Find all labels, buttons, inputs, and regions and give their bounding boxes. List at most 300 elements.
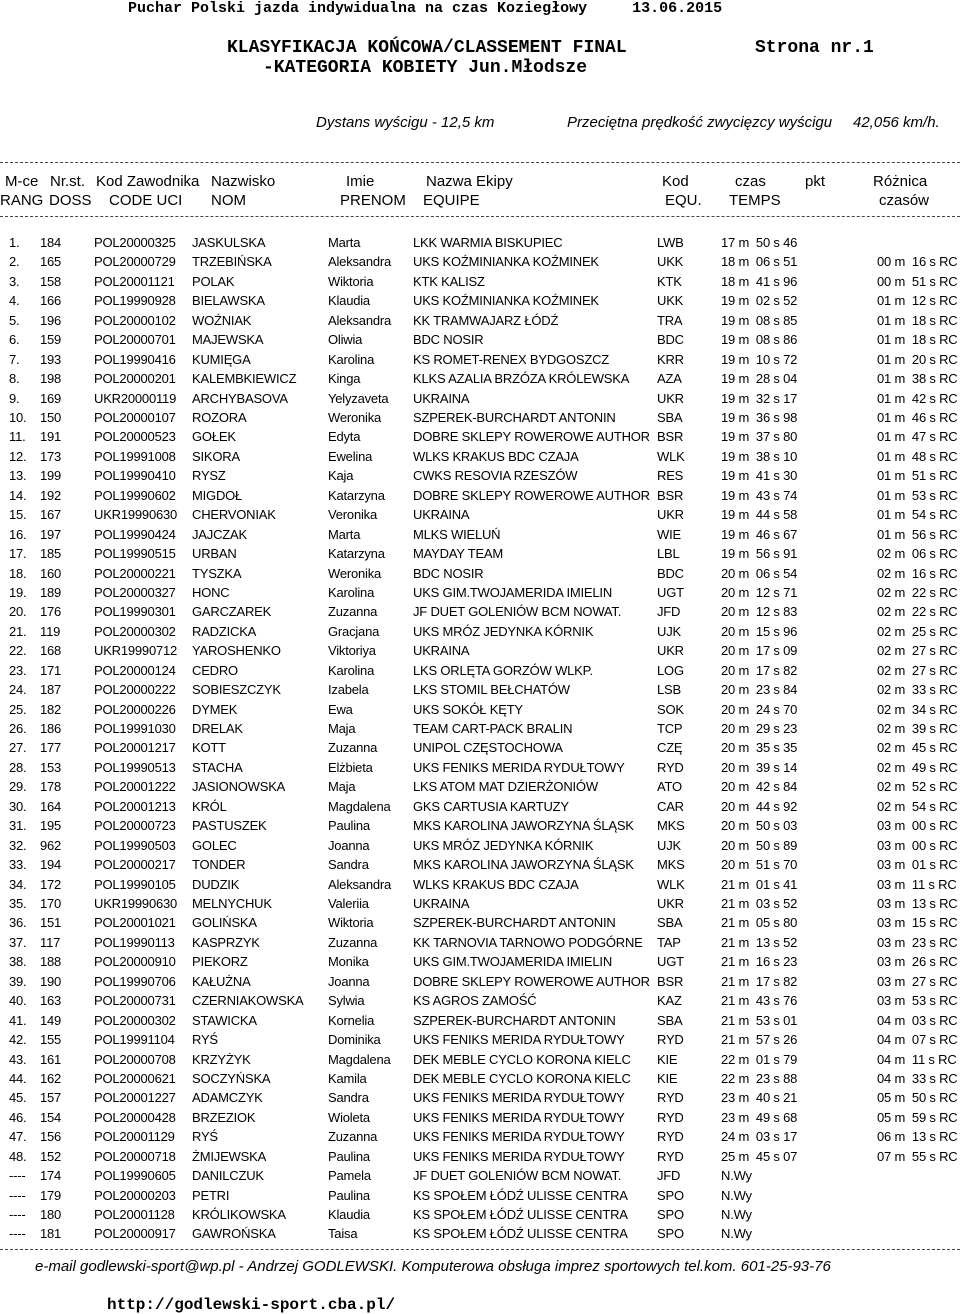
cell-surname: MELNYCHUK	[192, 896, 272, 911]
cell-difference: 03 m 11 s RC	[877, 876, 957, 892]
cell-surname: KUMIĘGA	[192, 351, 251, 367]
cell-first-name: Sandra	[328, 1090, 369, 1106]
cell-place: 23.	[9, 662, 27, 678]
cell-first-name: Magdalena	[328, 798, 391, 814]
table-row	[0, 604, 960, 623]
cell-time: N.Wy	[721, 1226, 752, 1242]
cell-rider-code: POL20001227	[94, 1090, 176, 1106]
cell-team-name: DEK MEBLE CYCLO KORONA KIELC	[413, 1051, 631, 1067]
cell-team-code: SBA	[657, 1012, 683, 1028]
cell-first-name: Monika	[328, 954, 369, 970]
cell-first-name: Viktoriya	[328, 643, 376, 659]
cell-team-code: UKR	[657, 896, 684, 911]
cell-surname: KRZYŻYK	[192, 1051, 251, 1067]
cell-team-name: UKRAINA	[413, 507, 470, 523]
header-divider	[0, 162, 960, 163]
cell-rider-code: POL20000917	[94, 1226, 176, 1242]
cell-rider-code: POL19990410	[94, 468, 176, 484]
cell-team-code: UJK	[657, 623, 681, 639]
cell-team-name: KTK KALISZ	[413, 273, 485, 289]
cell-place: 2.	[9, 254, 20, 270]
cell-first-name: Joanna	[328, 973, 370, 989]
cell-surname: ARCHYBASOVA	[192, 390, 288, 406]
cell-team-code: KIE	[657, 1070, 678, 1086]
cell-difference: 02 m 52 s RC	[877, 779, 958, 795]
cell-surname: KALEMBKIEWICZ	[192, 371, 297, 387]
cell-team-name: DOBRE SKLEPY ROWEROWE AUTHOR	[413, 487, 650, 503]
cell-team-code: WLK	[657, 448, 685, 464]
cell-surname: TYSZKA	[192, 565, 242, 581]
cell-time: 19 m 32 s 17	[721, 390, 798, 406]
cell-start-number: 161	[40, 1051, 62, 1067]
cell-team-name: DOBRE SKLEPY ROWEROWE AUTHOR	[413, 973, 650, 989]
cell-team-code: UJK	[657, 837, 681, 853]
cell-surname: PASTUSZEK	[192, 818, 267, 834]
cell-place: 17.	[9, 546, 27, 561]
cell-surname: RYŚ	[192, 1032, 218, 1047]
cell-time: 18 m 41 s 96	[721, 273, 798, 289]
cell-start-number: 962	[40, 837, 62, 853]
cell-difference: 00 m 51 s RC	[877, 273, 958, 289]
cell-start-number: 150	[40, 410, 62, 425]
cell-team-name: UKS KOŹMINIANKA KOŹMINEK	[413, 254, 599, 270]
cell-place: 39.	[9, 973, 27, 989]
cell-first-name: Zuzanna	[328, 740, 378, 756]
cell-team-name: MKS KAROLINA JAWORZYNA ŚLĄSK	[413, 818, 634, 834]
table-row	[0, 566, 960, 585]
cell-team-name: SZPEREK-BURCHARDT ANTONIN	[413, 915, 616, 931]
cell-team-code: WIE	[657, 526, 681, 542]
table-row	[0, 935, 960, 954]
table-row	[0, 527, 960, 546]
cell-rider-code: POL19991030	[94, 721, 176, 736]
cell-difference: 02 m 16 s RC	[877, 565, 958, 581]
cell-rider-code: POL20000910	[94, 954, 176, 970]
cell-first-name: Zuzanna	[328, 604, 378, 620]
cell-start-number: 182	[40, 701, 62, 717]
table-row	[0, 254, 960, 273]
cell-difference: 01 m 18 s RC	[877, 332, 958, 348]
table-row	[0, 488, 960, 507]
cell-team-name: KS SPOŁEM ŁÓDŹ ULISSE CENTRA	[413, 1207, 628, 1222]
cell-surname: BIELAWSKA	[192, 293, 265, 309]
cell-rider-code: POL19990706	[94, 973, 176, 989]
cell-team-code: JFD	[657, 604, 681, 620]
cell-difference: 01 m 42 s RC	[877, 390, 958, 406]
table-row	[0, 721, 960, 740]
cell-difference: 01 m 53 s RC	[877, 487, 958, 503]
cell-team-name: UKS FENIKS MERIDA RYDUŁTOWY	[413, 1148, 625, 1164]
cell-team-code: JFD	[657, 1168, 681, 1184]
table-row	[0, 293, 960, 312]
cell-place: 45.	[9, 1090, 27, 1106]
cell-difference: 02 m 25 s RC	[877, 623, 958, 639]
cell-first-name: Maja	[328, 779, 356, 795]
cell-rider-code: POL20000723	[94, 818, 176, 834]
cell-place: 19.	[9, 584, 27, 600]
cell-time: 20 m 06 s 54	[721, 565, 798, 581]
cell-time: 23 m 40 s 21	[721, 1090, 798, 1106]
cell-surname: DYMEK	[192, 701, 238, 717]
cell-team-name: TEAM CART-PACK BRALIN	[413, 721, 573, 736]
cell-difference: 01 m 54 s RC	[877, 507, 958, 523]
cell-surname: STACHA	[192, 759, 243, 775]
cell-first-name: Wioleta	[328, 1109, 370, 1125]
cell-time: 22 m 01 s 79	[721, 1051, 798, 1067]
cell-rider-code: POL20000731	[94, 993, 176, 1009]
footer-divider	[0, 1249, 960, 1250]
cell-rider-code: POL20001121	[94, 273, 175, 289]
col-surname-fr: NOM	[211, 192, 246, 209]
cell-start-number: 157	[40, 1090, 62, 1106]
cell-time: 25 m 45 s 07	[721, 1148, 798, 1164]
cell-place: 33.	[9, 857, 27, 873]
cell-team-code: CAR	[657, 798, 684, 814]
cell-time: N.Wy	[721, 1168, 752, 1184]
cell-surname: ŻMIJEWSKA	[192, 1148, 267, 1164]
cell-surname: YAROSHENKO	[192, 643, 281, 659]
cell-difference: 01 m 46 s RC	[877, 410, 958, 425]
cell-time: 21 m 17 s 82	[721, 973, 798, 989]
cell-time: 20 m 15 s 96	[721, 623, 798, 639]
cell-surname: BRZEZIOK	[192, 1109, 256, 1125]
cell-start-number: 158	[40, 273, 62, 289]
table-row	[0, 410, 960, 429]
cell-time: 21 m 01 s 41	[721, 876, 798, 892]
cell-time: 20 m 23 s 84	[721, 682, 798, 698]
cell-rider-code: POL19990416	[94, 351, 176, 367]
cell-place: 41.	[9, 1012, 27, 1028]
cell-team-name: KLKS AZALIA BRZÓZA KRÓLEWSKA	[413, 371, 630, 387]
cell-difference: 03 m 00 s RC	[877, 837, 958, 853]
cell-team-name: UKS GIM.TWOJAMERIDA IMIELIN	[413, 584, 613, 600]
cell-team-code: SPO	[657, 1187, 684, 1203]
cell-time: 23 m 49 s 68	[721, 1109, 798, 1125]
cell-time: 19 m 02 s 52	[721, 293, 798, 309]
cell-rider-code: POL20000107	[94, 410, 176, 425]
cell-first-name: Veronika	[328, 507, 377, 523]
cell-time: 21 m 03 s 52	[721, 896, 798, 911]
cell-first-name: Oliwia	[328, 332, 363, 348]
cell-start-number: 195	[40, 818, 62, 834]
cell-start-number: 172	[40, 876, 62, 892]
cell-rider-code: POL20000221	[94, 565, 176, 581]
cell-start-number: 192	[40, 487, 62, 503]
cell-rider-code: POL20000124	[94, 662, 176, 678]
cell-place: 13.	[9, 468, 27, 484]
cell-place: 12.	[9, 448, 27, 464]
cell-surname: HONC	[192, 584, 230, 600]
cell-surname: JASKULSKA	[192, 235, 266, 250]
cell-team-code: UKK	[657, 293, 684, 309]
cell-surname: JAJCZAK	[192, 526, 247, 542]
cell-time: 19 m 08 s 86	[721, 332, 798, 348]
cell-rider-code: POL19991104	[94, 1032, 175, 1047]
cell-rider-code: POL19990503	[94, 837, 176, 853]
cell-team-name: UKS FENIKS MERIDA RYDUŁTOWY	[413, 1032, 625, 1047]
cell-team-name: KS SPOŁEM ŁÓDŹ ULISSE CENTRA	[413, 1187, 628, 1203]
cell-difference: 03 m 53 s RC	[877, 993, 958, 1009]
cell-place: 30.	[9, 798, 27, 814]
cell-time: 20 m 39 s 14	[721, 759, 798, 775]
cell-time: N.Wy	[721, 1207, 752, 1222]
col-time-pl: czas	[735, 173, 766, 190]
cell-team-code: UKR	[657, 507, 684, 523]
table-row	[0, 507, 960, 526]
cell-time: 17 m 50 s 46	[721, 235, 798, 250]
cell-difference: 02 m 22 s RC	[877, 604, 958, 620]
table-row	[0, 1168, 960, 1187]
cell-first-name: Sylwia	[328, 993, 365, 1009]
cell-place: ----	[9, 1207, 26, 1222]
cell-team-code: LOG	[657, 662, 684, 678]
cell-first-name: Katarzyna	[328, 487, 385, 503]
cell-difference: 04 m 33 s RC	[877, 1070, 958, 1086]
cell-place: 10.	[9, 410, 27, 425]
cell-team-code: SPO	[657, 1207, 684, 1222]
cell-place: 7.	[9, 351, 20, 367]
footer-url[interactable]: http://godlewski-sport.cba.pl/	[107, 1296, 396, 1314]
table-row	[0, 993, 960, 1012]
cell-first-name: Izabela	[328, 682, 369, 698]
cell-place: 8.	[9, 371, 20, 387]
cell-rider-code: POL19990605	[94, 1168, 176, 1184]
cell-time: 20 m 51 s 70	[721, 857, 798, 873]
cell-rider-code: POL19990424	[94, 526, 176, 542]
cell-place: 24.	[9, 682, 27, 698]
cell-start-number: 156	[40, 1129, 62, 1145]
cell-surname: POLAK	[192, 273, 235, 289]
race-distance: Dystans wyścigu - 12,5 km	[316, 114, 495, 131]
table-row	[0, 449, 960, 468]
cell-team-code: RYD	[657, 1148, 684, 1164]
table-row	[0, 663, 960, 682]
cell-place: 21.	[9, 623, 27, 639]
cell-team-name: JF DUET GOLENIÓW BCM NOWAT.	[413, 1168, 622, 1184]
cell-team-code: UKR	[657, 390, 684, 406]
cell-surname: JASIONOWSKA	[192, 779, 286, 795]
cell-place: 15.	[9, 507, 27, 523]
cell-place: 3.	[9, 273, 20, 289]
cell-time: 20 m 50 s 89	[721, 837, 798, 853]
cell-difference: 01 m 12 s RC	[877, 293, 958, 309]
cell-first-name: Edyta	[328, 429, 361, 445]
cell-rider-code: POL20000222	[94, 682, 176, 698]
cell-first-name: Klaudia	[328, 293, 370, 309]
cell-surname: GOŁEK	[192, 429, 236, 445]
cell-difference: 04 m 03 s RC	[877, 1012, 958, 1028]
cell-difference: 05 m 59 s RC	[877, 1109, 958, 1125]
cell-first-name: Marta	[328, 235, 361, 250]
cell-time: 19 m 28 s 04	[721, 371, 798, 387]
cell-start-number: 117	[40, 934, 61, 950]
cell-rider-code: POL20000701	[94, 332, 176, 348]
cell-rider-code: POL20001128	[94, 1207, 175, 1222]
cell-surname: SOBIESZCZYK	[192, 682, 281, 698]
col-team-fr: EQUIPE	[423, 192, 480, 209]
cell-rider-code: POL19990301	[94, 604, 176, 620]
cell-surname: PIEKORZ	[192, 954, 248, 970]
cell-rider-code: POL19990513	[94, 759, 176, 775]
cell-surname: RADZICKA	[192, 623, 257, 639]
cell-start-number: 198	[40, 371, 62, 387]
cell-team-code: SBA	[657, 410, 683, 425]
cell-place: ----	[9, 1187, 26, 1203]
cell-time: 22 m 23 s 88	[721, 1070, 798, 1086]
cell-surname: STAWICKA	[192, 1012, 257, 1028]
cell-first-name: Magdalena	[328, 1051, 391, 1067]
table-row	[0, 546, 960, 565]
cell-difference: 03 m 01 s RC	[877, 857, 958, 873]
table-row	[0, 896, 960, 915]
cell-difference: 01 m 56 s RC	[877, 526, 958, 542]
cell-rider-code: POL20000102	[94, 312, 176, 328]
cell-time: 20 m 17 s 82	[721, 662, 798, 678]
cell-place: 31.	[9, 818, 27, 834]
col-start-number-fr: DOSS	[49, 192, 92, 209]
cell-start-number: 181	[40, 1226, 62, 1242]
cell-team-code: BSR	[657, 429, 684, 445]
cell-start-number: 167	[40, 507, 62, 523]
cell-rider-code: POL19990515	[94, 546, 176, 561]
cell-difference: 02 m 33 s RC	[877, 682, 958, 698]
cell-first-name: Kinga	[328, 371, 361, 387]
cell-difference: 06 m 13 s RC	[877, 1129, 958, 1145]
cell-start-number: 155	[40, 1032, 62, 1047]
cell-time: 19 m 37 s 80	[721, 429, 798, 445]
table-row	[0, 585, 960, 604]
col-difference-fr: czasów	[879, 192, 930, 209]
cell-time: 24 m 03 s 17	[721, 1129, 798, 1145]
cell-team-name: KK TRAMWAJARZ ŁÓDŹ	[413, 312, 559, 328]
cell-start-number: 152	[40, 1148, 62, 1164]
cell-team-name: UKS MRÓZ JEDYNKA KÓRNIK	[413, 623, 594, 639]
cell-rider-code: POL20000523	[94, 429, 176, 445]
cell-difference: 03 m 23 s RC	[877, 934, 958, 950]
cell-surname: CZERNIAKOWSKA	[192, 993, 304, 1009]
cell-first-name: Wiktoria	[328, 273, 374, 289]
cell-rider-code: POL20000302	[94, 1012, 176, 1028]
cell-place: 40.	[9, 993, 27, 1009]
cell-team-code: SPO	[657, 1226, 684, 1242]
cell-rider-code: POL20000201	[94, 371, 176, 387]
cell-surname: GOLIŃSKA	[192, 915, 257, 931]
cell-surname: MIGDOŁ	[192, 487, 243, 503]
cell-rider-code: POL19991008	[94, 448, 176, 464]
cell-start-number: 194	[40, 857, 62, 873]
cell-time: 19 m 41 s 30	[721, 468, 798, 484]
table-row	[0, 838, 960, 857]
cell-place: ----	[9, 1226, 26, 1242]
cell-team-code: RYD	[657, 1090, 684, 1106]
cell-place: 14.	[9, 487, 27, 503]
cell-time: 20 m 44 s 92	[721, 798, 798, 814]
cell-start-number: 188	[40, 954, 62, 970]
cell-start-number: 162	[40, 1070, 62, 1086]
cell-rider-code: POL20000729	[94, 254, 176, 270]
table-row	[0, 1071, 960, 1090]
cell-team-code: LBL	[657, 546, 680, 561]
cell-team-code: LWB	[657, 235, 684, 250]
cell-time: 20 m 12 s 83	[721, 604, 798, 620]
cell-time: 20 m 29 s 23	[721, 721, 798, 736]
cell-team-code: KRR	[657, 351, 684, 367]
cell-surname: RYSZ	[192, 468, 226, 484]
cell-rider-code: POL20001129	[94, 1129, 175, 1145]
cell-difference: 01 m 18 s RC	[877, 312, 958, 328]
cell-place: 34.	[9, 876, 27, 892]
cell-start-number: 177	[40, 740, 62, 756]
cell-difference: 02 m 22 s RC	[877, 584, 958, 600]
cell-place: 32.	[9, 837, 27, 853]
cell-team-code: KIE	[657, 1051, 678, 1067]
cell-rider-code: UKR20000119	[94, 390, 177, 406]
cell-start-number: 179	[40, 1187, 62, 1203]
cell-team-code: ATO	[657, 779, 682, 795]
page-number: Strona nr.1	[755, 38, 874, 58]
col-surname-pl: Nazwisko	[211, 173, 276, 190]
cell-first-name: Wiktoria	[328, 915, 374, 931]
cell-time: 21 m 13 s 52	[721, 934, 798, 950]
cell-team-name: WLKS KRAKUS BDC CZAJA	[413, 876, 579, 892]
cell-place: 20.	[9, 604, 27, 620]
cell-team-code: UKK	[657, 254, 684, 270]
cell-team-name: WLKS KRAKUS BDC CZAJA	[413, 448, 579, 464]
column-header-divider	[0, 216, 960, 217]
cell-first-name: Kamila	[328, 1070, 367, 1086]
cell-team-name: SZPEREK-BURCHARDT ANTONIN	[413, 1012, 616, 1028]
cell-start-number: 189	[40, 584, 62, 600]
cell-time: 19 m 43 s 74	[721, 487, 798, 503]
table-row	[0, 1188, 960, 1207]
cell-team-code: SBA	[657, 915, 683, 931]
avg-speed-value: 42,056 km/h.	[853, 114, 940, 131]
cell-difference: 02 m 34 s RC	[877, 701, 958, 717]
cell-difference: 01 m 20 s RC	[877, 351, 958, 367]
cell-place: ----	[9, 1168, 26, 1184]
cell-first-name: Weronika	[328, 565, 382, 581]
cell-time: 21 m 05 s 80	[721, 915, 798, 931]
cell-time: 19 m 44 s 58	[721, 507, 798, 523]
cell-surname: TONDER	[192, 857, 246, 873]
cell-time: 21 m 53 s 01	[721, 1012, 798, 1028]
cell-place: 38.	[9, 954, 27, 970]
cell-rider-code: POL20000217	[94, 857, 176, 873]
cell-difference: 00 m 16 s RC	[877, 254, 958, 270]
cell-time: 21 m 43 s 76	[721, 993, 798, 1009]
cell-rider-code: POL20000621	[94, 1070, 176, 1086]
cell-place: 43.	[9, 1051, 27, 1067]
cell-rider-code: POL20001021	[94, 915, 176, 931]
cell-surname: KAŁUŻNA	[192, 973, 251, 989]
cell-first-name: Klaudia	[328, 1207, 370, 1222]
cell-team-name: GKS CARTUSIA KARTUZY	[413, 798, 569, 814]
cell-surname: PETRI	[192, 1187, 230, 1203]
cell-first-name: Maja	[328, 721, 356, 736]
cell-team-name: MKS KAROLINA JAWORZYNA ŚLĄSK	[413, 857, 634, 873]
cell-team-code: RYD	[657, 759, 684, 775]
cell-rider-code: POL20001222	[94, 779, 176, 795]
col-start-number-pl: Nr.st.	[50, 173, 86, 190]
cell-start-number: 168	[40, 643, 62, 659]
cell-start-number: 190	[40, 973, 62, 989]
cell-surname: GAWROŃSKA	[192, 1226, 276, 1242]
cell-rider-code: POL19990602	[94, 487, 176, 503]
cell-team-name: UKS SOKÓŁ KĘTY	[413, 701, 523, 717]
cell-first-name: Pamela	[328, 1168, 371, 1184]
table-row	[0, 643, 960, 662]
table-row	[0, 760, 960, 779]
